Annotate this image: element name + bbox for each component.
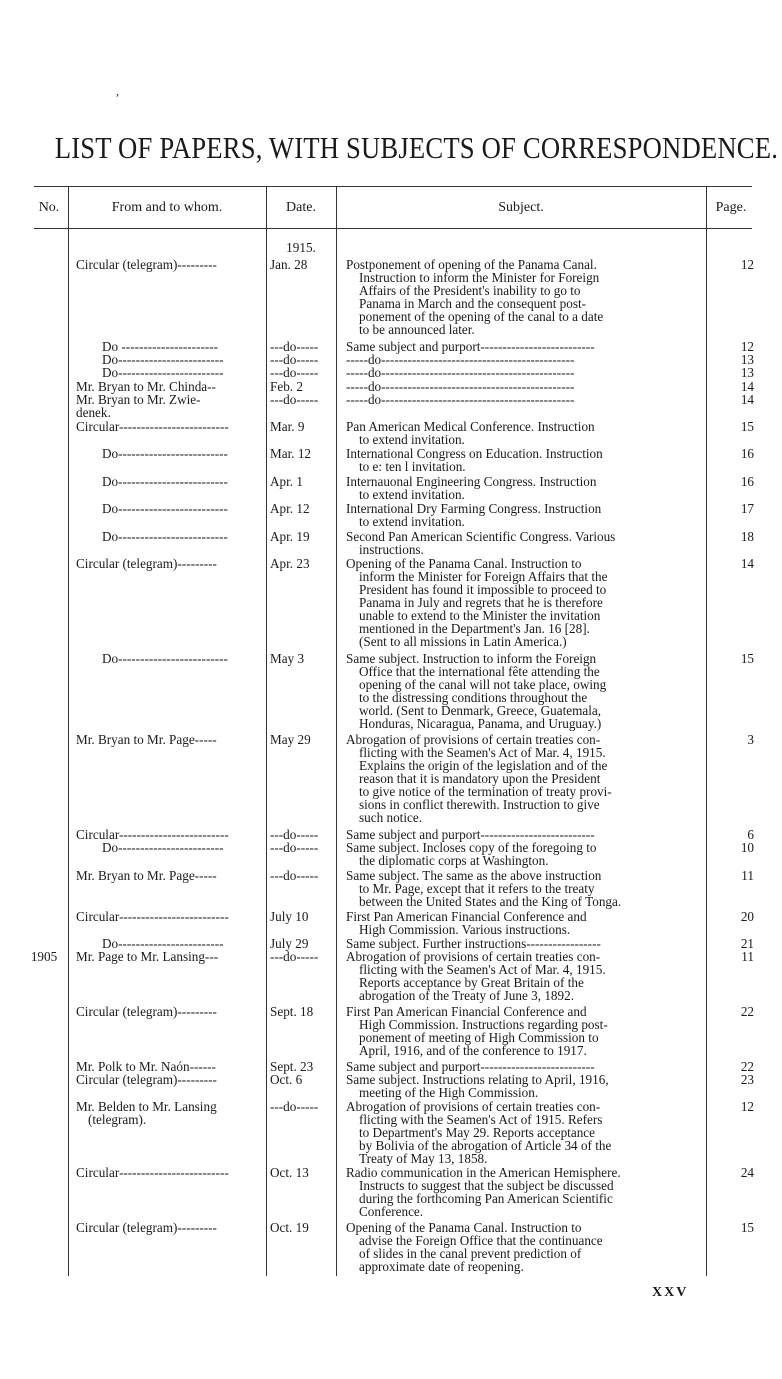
- subject-line: during the forthcoming Pan American Scientific: [359, 1191, 613, 1206]
- subject-line: ponement of meeting of High Commission to: [359, 1030, 599, 1045]
- subject-cell: [346, 1166, 698, 1218]
- date-cell: ---do-----: [270, 827, 319, 842]
- subject-line: Abrogation of provisions of certain treaties con-: [346, 732, 601, 747]
- subject-line: Panama in July and regrets that he is therefore: [359, 595, 603, 610]
- date-cell: ---do-----: [270, 949, 319, 964]
- subject-line: Office that the international fête attending the: [359, 664, 600, 679]
- subject-line: to give notice of the termination of treaty provi-: [359, 784, 612, 799]
- from-to-whom: Mr. Bryan to Mr. Page-----: [76, 732, 217, 747]
- header-page: Page.: [715, 200, 747, 215]
- from-to-whom: Do------------------------: [102, 936, 224, 951]
- subject-cell: [346, 393, 698, 406]
- subject-cell: [346, 366, 698, 379]
- page-cell: 15: [740, 1220, 754, 1235]
- from-to-whom: Circular-------------------------: [76, 827, 229, 842]
- column-divider-subject: [706, 186, 707, 1276]
- from-to-whom: Circular (telegram)---------: [76, 1004, 217, 1019]
- subject-line: reason that it is mandatory upon the President: [359, 771, 601, 786]
- column-divider-no: [68, 186, 69, 1276]
- subject-cell: [346, 475, 698, 501]
- date-cell: Sept. 18: [270, 1004, 314, 1019]
- date-cell: Apr. 1: [270, 474, 303, 489]
- page-cell: 15: [740, 651, 754, 666]
- header-no: No.: [38, 200, 60, 215]
- subject-cell: [346, 1100, 698, 1165]
- subject-line: Same subject. Incloses copy of the foregoing to: [346, 840, 597, 855]
- stray-mark: ,: [116, 84, 119, 98]
- from-to-whom: Do------------------------: [102, 365, 224, 380]
- page-cell: 12: [740, 1099, 754, 1114]
- subject-line: flicting with the Seamen's Act of Mar. 4, 1915.: [359, 962, 606, 977]
- page-cell: 12: [740, 339, 754, 354]
- date-cell: Apr. 23: [270, 556, 310, 571]
- date-cell: Feb. 2: [270, 379, 303, 394]
- subject-cell: [346, 950, 698, 1002]
- subject-line: First Pan American Financial Conference and: [346, 1004, 587, 1019]
- subject-line: to extend invitation.: [359, 487, 465, 502]
- page-cell: 11: [741, 868, 754, 883]
- from-to-whom: Mr. Bryan to Mr. Zwie-: [76, 392, 201, 407]
- subject-line: advise the Foreign Office that the continuance: [359, 1233, 603, 1248]
- subject-line: flicting with the Seamen's Act of Mar. 4, 1915.: [359, 745, 606, 760]
- from-to-whom: Circular (telegram)---------: [76, 257, 217, 272]
- column-divider-date: [336, 186, 337, 1276]
- subject-line: -----do--------------------------------------------: [346, 365, 575, 380]
- subject-cell: [346, 869, 698, 908]
- date-cell: Mar. 12: [270, 446, 312, 461]
- subject-line: International Dry Farming Congress. Instruction: [346, 501, 602, 516]
- subject-line: the diplomatic corps at Washington.: [359, 853, 549, 868]
- subject-cell: [346, 1221, 698, 1273]
- from-to-whom: Circular (telegram)---------: [76, 1220, 217, 1235]
- date-cell: ---do-----: [270, 1099, 319, 1114]
- date-cell: ---do-----: [270, 365, 319, 380]
- subject-line: President has found it impossible to proceed to: [359, 582, 607, 597]
- subject-cell: [346, 502, 698, 528]
- subject-line: Postponement of opening of the Panama Canal.: [346, 257, 597, 272]
- subject-line: meeting of the High Commission.: [359, 1085, 539, 1100]
- header-subject: Subject.: [498, 200, 544, 215]
- subject-line: such notice.: [359, 810, 422, 825]
- date-cell: Sept. 23: [270, 1059, 314, 1074]
- page-cell: 13: [740, 352, 754, 367]
- page-cell: 22: [740, 1004, 754, 1019]
- subject-line: Pan American Medical Conference. Instruction: [346, 419, 595, 434]
- subject-line: to be announced later.: [359, 322, 475, 337]
- subject-line: by Bolivia of the abrogation of Article 34 of the: [359, 1138, 612, 1153]
- from-to-whom: Do ----------------------: [102, 339, 219, 354]
- subject-line: High Commission. Instructions regarding post-: [359, 1017, 608, 1032]
- subject-line: mentioned in the Department's Jan. 16 [28].: [359, 621, 590, 636]
- header-date: Date.: [286, 200, 316, 215]
- subject-cell: [346, 910, 698, 936]
- table-top-rule: [34, 186, 752, 187]
- subject-line: Instruction to inform the Minister for Foreign: [359, 270, 600, 285]
- page-cell: 17: [740, 501, 754, 516]
- subject-line: -----do--------------------------------------------: [346, 352, 575, 367]
- from-to-whom: Do-------------------------: [102, 501, 228, 516]
- page-number-roman: XXV: [652, 1285, 689, 1300]
- from-to-whom: Circular-------------------------: [76, 419, 229, 434]
- subject-line: International Congress on Education. Instruction: [346, 446, 603, 461]
- subject-line: Same subject. The same as the above instruction: [346, 868, 602, 883]
- subject-line: to Mr. Page, except that it refers to the treaty: [359, 881, 595, 896]
- page-cell: 6: [747, 827, 754, 842]
- subject-line: Treaty of May 13, 1858.: [359, 1151, 488, 1166]
- page-cell: 16: [740, 474, 754, 489]
- subject-line: abrogation of the Treaty of June 3, 1892.: [359, 988, 574, 1003]
- subject-line: to extend invitation.: [359, 514, 465, 529]
- subject-line: Abrogation of provisions of certain treaties con-: [346, 1099, 601, 1114]
- subject-line: Same subject. Instruction to inform the Foreign: [346, 651, 597, 666]
- from-to-whom: Mr. Belden to Mr. Lansing: [76, 1099, 217, 1114]
- page-cell: 3: [747, 732, 754, 747]
- subject-line: flicting with the Seamen's Act of 1915. Refers: [359, 1112, 603, 1127]
- date-cell: Oct. 6: [270, 1072, 303, 1087]
- page-cell: 16: [740, 446, 754, 461]
- subject-line: opening of the canal will not take place, owing: [359, 677, 607, 692]
- subject-cell: [346, 1005, 698, 1057]
- subject-line: Radio communication in the American Hemisphere.: [346, 1165, 621, 1180]
- subject-line: (Sent to all missions in Latin America.): [359, 634, 567, 649]
- subject-line: High Commission. Various instructions.: [359, 922, 571, 937]
- date-cell: Apr. 19: [270, 529, 310, 544]
- page-cell: 14: [740, 379, 754, 394]
- page-cell: 18: [740, 529, 754, 544]
- from-to-whom: Mr. Polk to Mr. Naón------: [76, 1059, 216, 1074]
- page-cell: 21: [740, 936, 754, 951]
- subject-line: to extend invitation.: [359, 432, 465, 447]
- page-title: LIST OF PAPERS, WITH SUBJECTS OF CORRESPONDENCE.: [54, 130, 779, 165]
- from-to-whom: Circular-------------------------: [76, 909, 229, 924]
- subject-line: sions in conflict therewith. Instruction to give: [359, 797, 600, 812]
- from-to-whom: Mr. Bryan to Mr. Chinda--: [76, 379, 216, 394]
- subject-line: Same subject and purport--------------------------: [346, 1059, 595, 1074]
- page-cell: 22: [740, 1059, 754, 1074]
- subject-line: to e: ten l invitation.: [359, 459, 466, 474]
- from-to-whom: Do------------------------: [102, 352, 224, 367]
- date-cell: ---do-----: [270, 352, 319, 367]
- date-cell: Mar. 9: [270, 419, 305, 434]
- header-bottom-rule: [34, 228, 752, 229]
- page-cell: 12: [740, 257, 754, 272]
- date-cell: ---do-----: [270, 392, 319, 407]
- page-cell: 24: [740, 1165, 754, 1180]
- page-cell: 20: [740, 909, 754, 924]
- from-to-whom: Do-------------------------: [102, 529, 228, 544]
- from-to-whom: Do-------------------------: [102, 474, 228, 489]
- subject-line: Same subject and purport--------------------------: [346, 827, 595, 842]
- subject-line: April, 1916, and of the conference to 1917.: [359, 1043, 587, 1058]
- subject-line: -----do--------------------------------------------: [346, 392, 575, 407]
- subject-line: Second Pan American Scientific Congress. Various: [346, 529, 616, 544]
- page-cell: 10: [740, 840, 754, 855]
- subject-line: unable to extend to the Minister the invitation: [359, 608, 601, 623]
- from-to-whom: Do-------------------------: [102, 651, 228, 666]
- date-cell: May 3: [270, 651, 305, 666]
- subject-line: world. (Sent to Denmark, Greece, Guatemala,: [359, 703, 602, 718]
- date-cell: May 29: [270, 732, 311, 747]
- subject-cell: [346, 530, 698, 556]
- date-cell: ---do-----: [270, 339, 319, 354]
- page-cell: 11: [741, 949, 754, 964]
- subject-line: Internauonal Engineering Congress. Instruction: [346, 474, 597, 489]
- date-cell: Oct. 13: [270, 1165, 309, 1180]
- subject-cell: [346, 420, 698, 446]
- date-cell: Apr. 12: [270, 501, 310, 516]
- subject-line: inform the Minister for Foreign Affairs that the: [359, 569, 608, 584]
- subject-line: Explains the origin of the legislation and of the: [359, 758, 608, 773]
- subject-line: approximate date of reopening.: [359, 1259, 524, 1274]
- subject-line: Affairs of the President's inability to go to: [359, 283, 581, 298]
- from-to-whom: Circular (telegram)---------: [76, 556, 217, 571]
- from-to-whom: Circular-------------------------: [76, 1165, 229, 1180]
- subject-cell: [346, 652, 698, 730]
- subject-line: ponement of the opening of the canal to a date: [359, 309, 604, 324]
- subject-cell: [346, 557, 698, 648]
- from-to-whom: Circular (telegram)---------: [76, 1072, 217, 1087]
- year-label: 1915.: [286, 240, 316, 255]
- subject-line: Same subject and purport--------------------------: [346, 339, 595, 354]
- from-to-whom-cont: (telegram).: [88, 1112, 147, 1127]
- date-cell: ---do-----: [270, 840, 319, 855]
- date-cell: July 29: [270, 936, 309, 951]
- page-cell: 15: [740, 419, 754, 434]
- from-to-whom: Do-------------------------: [102, 446, 228, 461]
- date-cell: July 10: [270, 909, 309, 924]
- page-cell: 23: [740, 1072, 754, 1087]
- date-cell: Oct. 19: [270, 1220, 309, 1235]
- subject-cell: [346, 841, 698, 867]
- subject-line: Reports acceptance by Great Britain of the: [359, 975, 584, 990]
- date-cell: Jan. 28: [270, 257, 308, 272]
- subject-cell: [346, 733, 698, 824]
- subject-line: Abrogation of provisions of certain treaties con-: [346, 949, 601, 964]
- header-from: From and to whom.: [111, 200, 223, 215]
- subject-line: Instructs to suggest that the subject be discussed: [359, 1178, 614, 1193]
- from-to-whom: Mr. Bryan to Mr. Page-----: [76, 868, 217, 883]
- subject-line: to the distressing conditions throughout the: [359, 690, 588, 705]
- row-number: 1905: [30, 949, 58, 964]
- subject-line: Honduras, Nicaragua, Panama, and Uruguay.): [359, 716, 602, 731]
- from-to-whom: Do------------------------: [102, 840, 224, 855]
- subject-cell: [346, 1073, 698, 1099]
- page-cell: 14: [740, 556, 754, 571]
- subject-cell: [346, 258, 698, 336]
- from-to-whom: Mr. Page to Mr. Lansing---: [76, 949, 219, 964]
- subject-line: Same subject. Instructions relating to April, 1916,: [346, 1072, 609, 1087]
- subject-line: instructions.: [359, 542, 424, 557]
- subject-line: First Pan American Financial Conference and: [346, 909, 587, 924]
- subject-cell: [346, 447, 698, 473]
- subject-line: Same subject. Further instructions-----------------: [346, 936, 601, 951]
- from-to-whom-cont: denek.: [76, 405, 111, 420]
- subject-line: between the United States and the King of Tonga.: [359, 894, 622, 909]
- date-cell: ---do-----: [270, 868, 319, 883]
- subject-line: Panama in March and the consequent post-: [359, 296, 587, 311]
- subject-line: Opening of the Panama Canal. Instruction to: [346, 556, 582, 571]
- subject-line: Conference.: [359, 1204, 424, 1219]
- subject-line: -----do--------------------------------------------: [346, 379, 575, 394]
- subject-line: of slides in the canal prevent prediction of: [359, 1246, 582, 1261]
- subject-line: Opening of the Panama Canal. Instruction to: [346, 1220, 582, 1235]
- subject-line: to Department's May 29. Reports acceptance: [359, 1125, 596, 1140]
- page-cell: 13: [740, 365, 754, 380]
- page-cell: 14: [740, 392, 754, 407]
